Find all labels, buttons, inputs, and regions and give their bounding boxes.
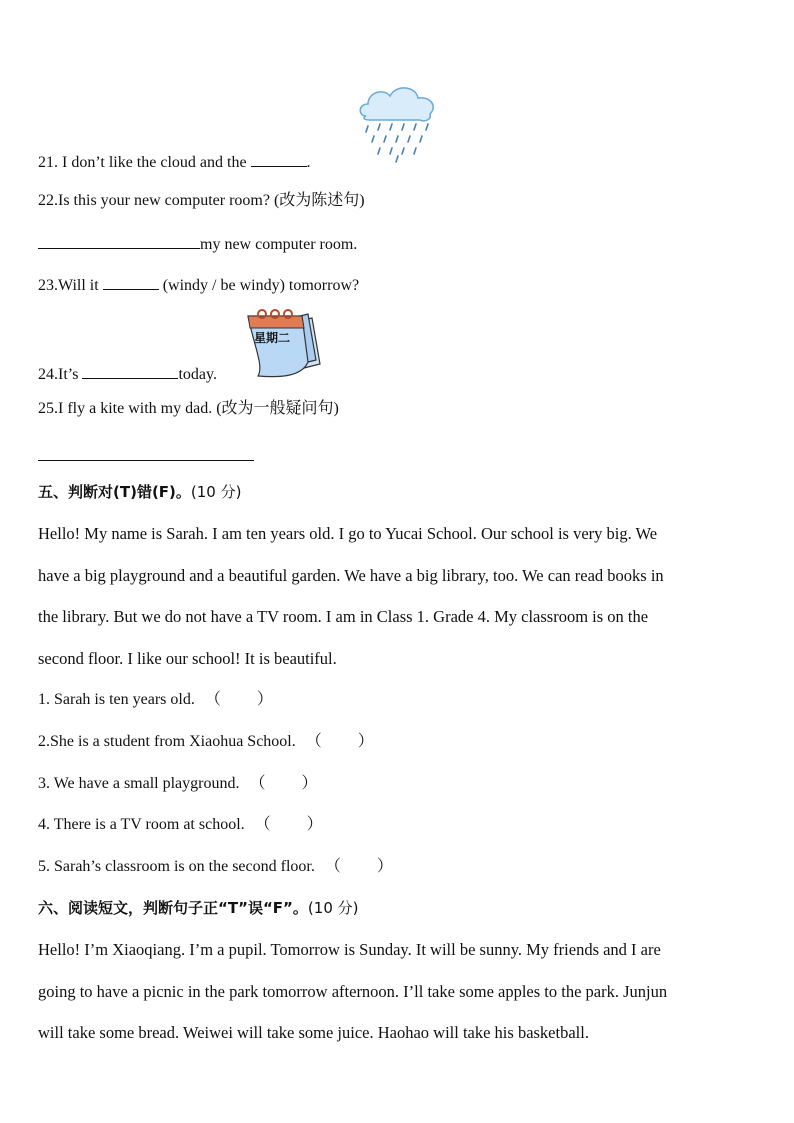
question-24	[38, 363, 217, 385]
item-5-text: 5. Sarah’s classroom is on the second floor.	[38, 858, 315, 875]
section-5-heading	[38, 482, 241, 502]
q21-answer-blank[interactable]	[251, 151, 307, 167]
q21-end: .	[306, 154, 311, 171]
item-1-text: 1. Sarah is ten years old.	[38, 691, 195, 708]
q23-suffix: (windy / be windy) tomorrow?	[162, 277, 360, 294]
item-4-answer-paren[interactable]: （ ）	[254, 816, 323, 833]
section-5-passage-line-3: the library. But we do not have a TV room. I am in Class 1. Grade 4. My classroom is on the	[38, 607, 649, 626]
section-5-title: 五、判断对(T)错(F)。	[38, 483, 191, 501]
item-2-text: 2.She is a student from Xiaohua School.	[38, 733, 296, 750]
q23-text: 23.Will it	[38, 277, 99, 294]
section-6-points: (10 分)	[307, 899, 359, 917]
calendar-label: 星期二	[254, 331, 291, 345]
question-25: 25.I fly a kite with my dad. (改为一般疑问句)	[38, 400, 339, 417]
section-5-item-4	[38, 815, 323, 835]
q25-answer-line[interactable]	[38, 460, 254, 461]
question-22-answer-line	[38, 233, 357, 255]
item-3-answer-paren[interactable]: （ ）	[249, 775, 318, 792]
item-5-answer-paren[interactable]: （ ）	[324, 858, 393, 875]
rain-cloud-icon	[356, 82, 440, 164]
section-5-item-2	[38, 732, 374, 752]
item-1-answer-paren[interactable]: （ ）	[204, 691, 273, 708]
q24-suffix: today.	[178, 366, 217, 383]
section-5-item-5	[38, 857, 393, 877]
question-22: 22.Is this your new computer room? (改为陈述句)	[38, 192, 365, 209]
section-5-points: (10 分)	[190, 483, 242, 501]
section-5-passage-line-1: Hello! My name is Sarah. I am ten years old. I go to Yucai School. Our school is very big. We	[38, 524, 658, 543]
q21-text: 21. I don’t like the cloud and the	[38, 154, 247, 171]
section-5-item-1	[38, 690, 273, 710]
section-6-passage-line-2: going to have a picnic in the park tomorrow afternoon. I’ll take some apples to the park. Junjun	[38, 982, 668, 1001]
question-23	[38, 274, 359, 296]
question-21	[38, 151, 311, 173]
section-5-passage-line-4: second floor. I like our school! It is beautiful.	[38, 649, 337, 668]
section-6-title: 六、阅读短文，判断句子正“T”误“F”。	[38, 899, 308, 917]
q23-answer-blank[interactable]	[103, 274, 159, 290]
section-5-passage-line-2: have a big playground and a beautiful garden. We have a big library, too. We can read books in	[38, 566, 664, 585]
section-5-item-3	[38, 774, 318, 794]
q24-answer-blank[interactable]	[82, 363, 178, 379]
q22-answer-suffix: my new computer room.	[200, 236, 358, 253]
q24-text: 24.It’s	[38, 366, 79, 383]
calendar-icon	[242, 306, 324, 380]
item-2-answer-paren[interactable]: （ ）	[305, 733, 374, 750]
section-6-heading	[38, 898, 358, 918]
section-6-passage-line-1: Hello! I’m Xiaoqiang. I’m a pupil. Tomorrow is Sunday. It will be sunny. My friends and I are	[38, 940, 661, 959]
item-4-text: 4. There is a TV room at school.	[38, 816, 245, 833]
item-3-text: 3. We have a small playground.	[38, 775, 240, 792]
q22-answer-blank[interactable]	[38, 233, 200, 249]
section-6-passage-line-3: will take some bread. Weiwei will take some juice. Haohao will take his basketball.	[38, 1023, 589, 1042]
